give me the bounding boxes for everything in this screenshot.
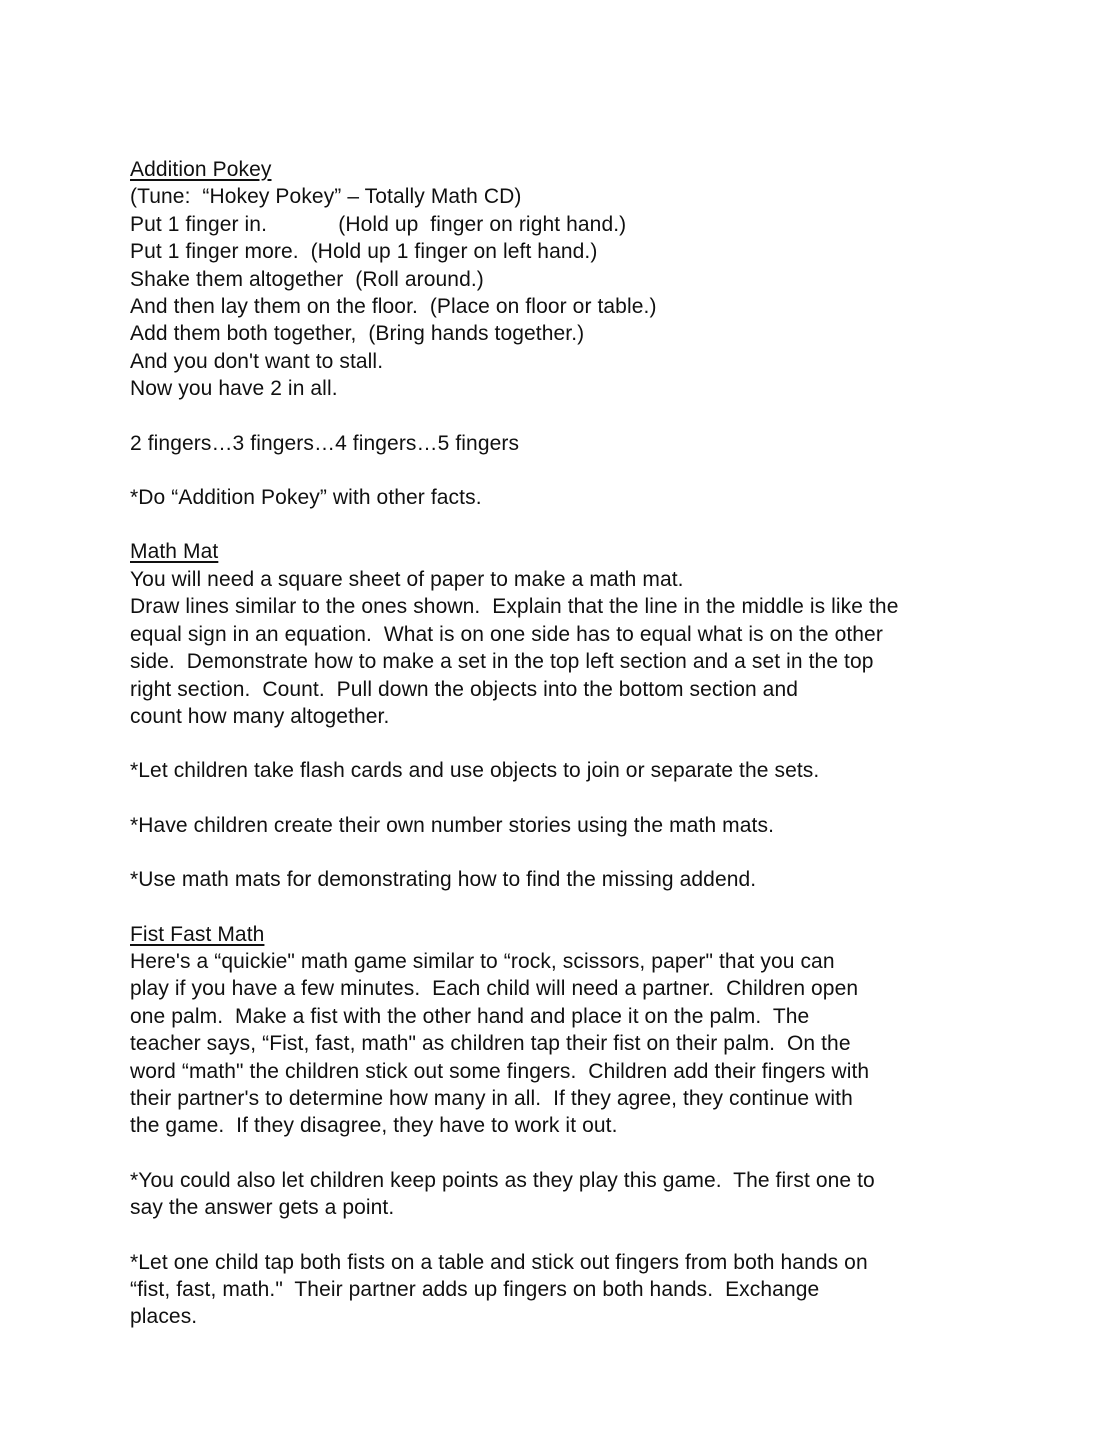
paragraph-number-stories [130,812,1003,839]
heading-addition-pokey: Addition Pokey [130,158,272,181]
text-line: Put 1 finger in. (Hold up finger on right hand.) [130,212,627,236]
text-line: *Do “Addition Pokey” with other facts. [130,486,482,510]
text-line: teacher says, “Fist, fast, math" as children tap their fist on their palm. On the [130,1032,851,1056]
text-line: count how many altogether. [130,704,390,728]
text-line: You will need a square sheet of paper to make a math mat. [130,567,684,591]
paragraph-keep-points [130,1167,1003,1222]
text-line: *Let one child tap both fists on a table and stick out fingers from both hands on [130,1250,868,1274]
text-line: “fist, fast, math." Their partner adds up fingers on both hands. Exchange [130,1278,820,1301]
text-line: Add them both together, (Bring hands together.) [130,322,585,346]
text-line: *Use math mats for demonstrating how to find the missing addend. [130,868,757,892]
paragraph-fingers-count [130,430,1003,457]
text-line: Now you have 2 in all. [130,377,338,401]
text-line: And you don't want to stall. [130,349,384,373]
paragraph-do-addition-pokey [130,484,1003,511]
text-line: play if you have a few minutes. Each child will need a partner. Children open [130,977,859,1001]
heading-fist-fast-math: Fist Fast Math [130,922,265,946]
paragraph-both-fists [130,1249,1003,1331]
text-line: word “math" the children stick out some fingers. Children add their fingers with [130,1059,870,1083]
section-fist-fast-math [130,921,1003,1140]
section-addition-pokey [130,156,1003,403]
text-line: Here's a “quickie" math game similar to “rock, scissors, paper" that you can [130,949,835,973]
text-line: places. [130,1305,198,1329]
text-line: (Tune: “Hokey Pokey” – Totally Math CD) [130,185,522,209]
paragraph-flash-cards [130,757,1003,784]
text-line: Shake them altogether (Roll around.) [130,267,484,291]
text-line: the game. If they disagree, they have to work it out. [130,1114,618,1138]
text-line: 2 fingers…3 fingers…4 fingers…5 fingers [130,431,520,455]
text-line: say the answer gets a point. [130,1196,395,1220]
text-line: equal sign in an equation. What is on one side has to equal what is on the other [130,622,883,646]
text-line: right section. Count. Pull down the objects into the bottom section and [130,677,799,701]
text-line: Put 1 finger more. (Hold up 1 finger on left hand.) [130,240,598,264]
heading-math-mat: Math Mat [130,540,219,564]
text-line: Draw lines similar to the ones shown. Explain that the line in the middle is like the [130,595,899,619]
text-line: *Have children create their own number stories using the math mats. [130,813,775,837]
text-line: one palm. Make a fist with the other hand and place it on the palm. The [130,1004,810,1028]
text-line: side. Demonstrate how to make a set in the top left section and a set in the top [130,650,874,674]
text-line: *Let children take flash cards and use objects to join or separate the sets. [130,759,820,783]
text-line: And then lay them on the floor. (Place on floor or table.) [130,295,657,319]
text-line: their partner's to determine how many in all. If they agree, they continue with [130,1086,853,1110]
paragraph-missing-addend [130,866,1003,893]
text-line: *You could also let children keep points as they play this game. The first one to [130,1168,875,1192]
section-math-mat [130,538,1003,730]
